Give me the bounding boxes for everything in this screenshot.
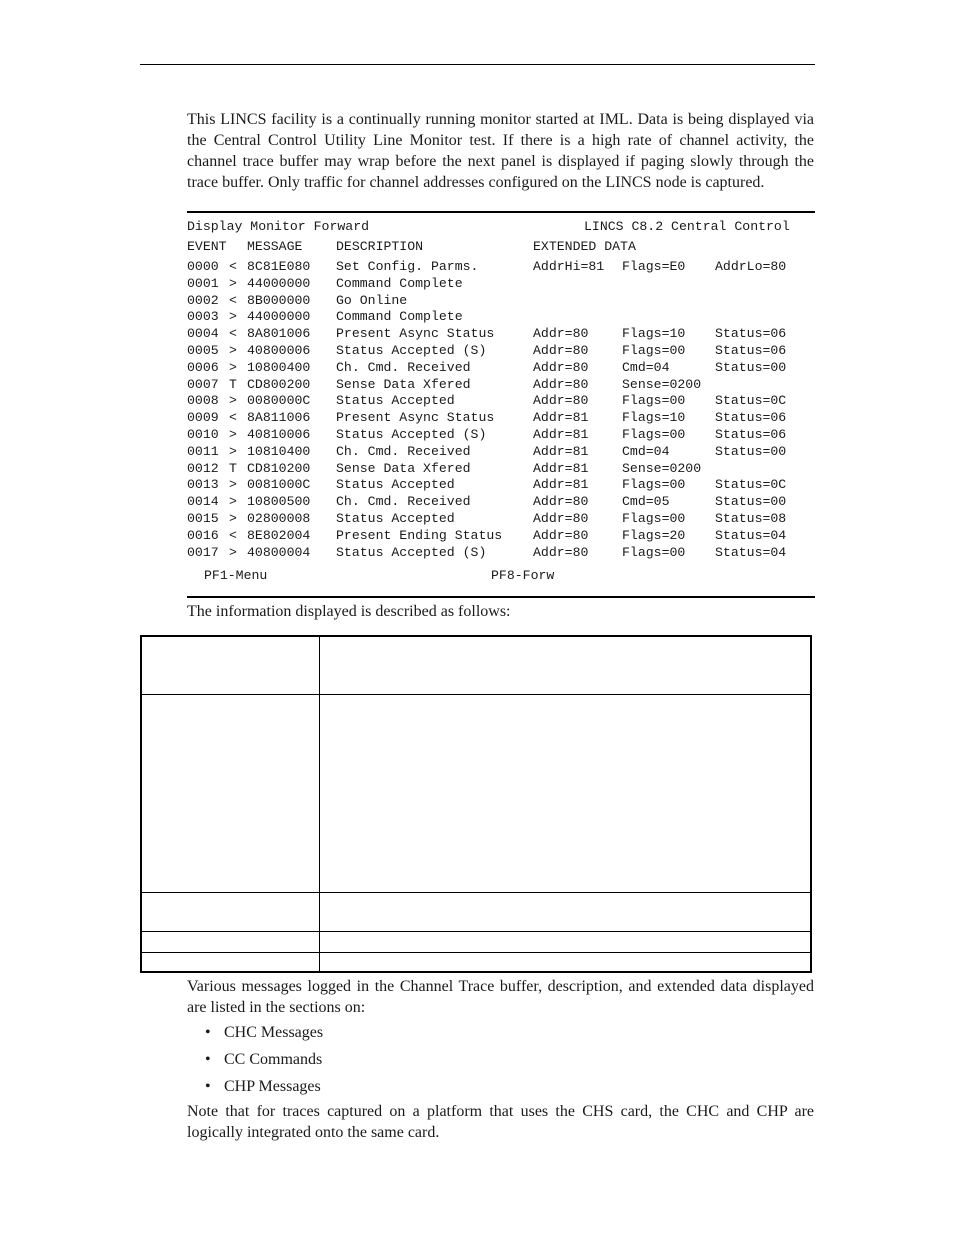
table-row — [141, 952, 811, 972]
row-direction: > — [229, 275, 237, 291]
row-extended-2: Flags=00 — [622, 393, 686, 409]
row-description: Present Async Status — [336, 326, 495, 342]
row-event: 0011 — [187, 443, 219, 459]
row-description: Command Complete — [336, 309, 463, 325]
row-message: 0080000C — [247, 393, 311, 409]
row-description: Status Accepted (S) — [336, 427, 487, 442]
table-cell — [320, 952, 812, 972]
row-event: 0010 — [187, 427, 219, 442]
row-direction: > — [229, 511, 237, 526]
row-extended-1: Addr=81 — [533, 477, 589, 493]
header-extended-data: EXTENDED DATA — [533, 239, 636, 254]
row-extended-2: Flags=00 — [622, 477, 686, 493]
row-extended-1: Addr=80 — [533, 511, 589, 526]
row-extended-2: Flags=00 — [622, 343, 686, 358]
row-direction: > — [229, 477, 237, 493]
row-extended-1: Addr=80 — [533, 393, 589, 409]
header-event: EVENT — [187, 239, 227, 254]
section-list — [205, 1022, 323, 1103]
row-direction: > — [229, 359, 237, 375]
row-extended-1: AddrHi=81 — [533, 259, 605, 274]
row-event: 0005 — [187, 343, 219, 358]
row-extended-2: Flags=10 — [622, 410, 686, 426]
table-cell — [141, 952, 320, 972]
row-event: 0006 — [187, 359, 219, 375]
row-extended-3: Status=0C — [715, 477, 787, 493]
row-message: 40810006 — [247, 427, 311, 442]
row-event: 0015 — [187, 511, 219, 526]
table-row — [141, 694, 811, 892]
row-event: 0001 — [187, 275, 219, 291]
pf1-menu-key[interactable]: PF1-Menu — [204, 568, 268, 583]
header-message: MESSAGE — [247, 239, 303, 254]
row-extended-2: Cmd=04 — [622, 359, 670, 375]
table-cell — [141, 931, 320, 952]
row-direction: > — [229, 309, 237, 325]
row-description: Ch. Cmd. Received — [336, 494, 471, 510]
row-extended-1: Addr=80 — [533, 326, 589, 342]
row-extended-1: Addr=81 — [533, 460, 589, 476]
row-direction: T — [229, 376, 237, 392]
row-description: Command Complete — [336, 275, 463, 291]
note-paragraph: Note that for traces captured on a platform that uses the CHS card, the CHC and CHP are logically integrated onto the same card. — [187, 1103, 814, 1141]
row-extended-3: Status=00 — [715, 494, 787, 510]
row-message: 02800008 — [247, 511, 311, 526]
row-message: CD800200 — [247, 376, 311, 392]
screen-title: Display Monitor Forward — [187, 219, 370, 234]
info-intro: The information displayed is described as follows: — [187, 603, 511, 620]
row-event: 0017 — [187, 544, 219, 560]
row-extended-2: Flags=E0 — [622, 259, 686, 274]
row-extended-2: Cmd=04 — [622, 443, 670, 459]
row-description: Set Config. Parms. — [336, 259, 479, 274]
table-cell — [320, 694, 812, 892]
bullet-icon: • — [205, 1024, 211, 1041]
row-message: 40800004 — [247, 544, 311, 560]
row-extended-3: Status=0C — [715, 393, 787, 409]
list-item-label: CHC Messages — [224, 1024, 324, 1041]
table-row — [141, 892, 811, 931]
row-description: Status Accepted — [336, 393, 455, 409]
row-extended-2: Flags=00 — [622, 511, 686, 526]
row-event: 0012 — [187, 460, 219, 476]
row-extended-1: Addr=81 — [533, 410, 589, 426]
row-extended-3: AddrLo=80 — [715, 259, 787, 274]
table-cell — [320, 892, 812, 931]
list-item-label: CC Commands — [224, 1051, 323, 1068]
row-message: CD810200 — [247, 460, 311, 476]
row-event: 0008 — [187, 393, 219, 409]
row-extended-3: Status=06 — [715, 326, 787, 342]
list-item — [205, 1076, 323, 1103]
list-item-label: CHP Messages — [224, 1078, 321, 1095]
row-message: 40800006 — [247, 343, 311, 358]
table-cell — [141, 694, 320, 892]
bullet-icon: • — [205, 1078, 211, 1095]
row-extended-1: Addr=80 — [533, 494, 589, 510]
row-direction: > — [229, 494, 237, 510]
row-event: 0002 — [187, 292, 219, 308]
row-extended-1: Addr=80 — [533, 376, 589, 392]
row-message: 8A801006 — [247, 326, 311, 342]
list-item — [205, 1022, 323, 1049]
row-message: 10810400 — [247, 443, 311, 459]
row-event: 0003 — [187, 309, 219, 325]
row-description: Sense Data Xfered — [336, 376, 471, 392]
table-row — [141, 931, 811, 952]
screen-system-name: LINCS C8.2 Central Control — [584, 219, 790, 234]
row-message: 8A811006 — [247, 410, 311, 426]
row-description: Present Ending Status — [336, 527, 503, 543]
row-event: 0009 — [187, 410, 219, 426]
row-description: Ch. Cmd. Received — [336, 443, 471, 459]
header-description: DESCRIPTION — [336, 239, 424, 254]
row-extended-3: Status=06 — [715, 410, 787, 426]
table-cell — [320, 636, 812, 694]
row-direction: > — [229, 427, 237, 442]
row-description: Status Accepted — [336, 511, 455, 526]
pf8-forward-key[interactable]: PF8-Forw — [491, 568, 555, 583]
row-direction: < — [229, 292, 237, 308]
row-description: Status Accepted (S) — [336, 343, 487, 358]
row-direction: > — [229, 544, 237, 560]
row-message: 44000000 — [247, 309, 311, 325]
row-event: 0004 — [187, 326, 219, 342]
row-extended-2: Flags=20 — [622, 527, 686, 543]
intro-paragraph: This LINCS facility is a continually running monitor started at IML. Data is being displayed via the Central Control Utility Line Monitor test. If there is a high rate of channel activity, the channel trace buffer may wrap before the next panel is displayed if paging slowly through the trace buffer. Only traffic for channel addresses configured on the LINCS node is captured. — [187, 111, 814, 191]
row-event: 0000 — [187, 259, 219, 274]
row-extended-2: Sense=0200 — [622, 460, 702, 476]
row-direction: < — [229, 410, 237, 426]
row-extended-1: Addr=80 — [533, 527, 589, 543]
row-message: 10800500 — [247, 494, 311, 510]
row-event: 0016 — [187, 527, 219, 543]
row-event: 0013 — [187, 477, 219, 493]
row-event: 0014 — [187, 494, 219, 510]
monitor-screen — [187, 211, 815, 598]
row-description: Present Async Status — [336, 410, 495, 426]
table-cell — [141, 892, 320, 931]
row-description: Go Online — [336, 292, 408, 308]
row-extended-3: Status=04 — [715, 527, 787, 543]
row-event: 0007 — [187, 376, 219, 392]
row-extended-1: Addr=80 — [533, 343, 589, 358]
row-direction: > — [229, 343, 237, 358]
row-extended-3: Status=06 — [715, 427, 787, 442]
row-extended-2: Cmd=05 — [622, 494, 670, 510]
table-row — [141, 636, 811, 694]
row-message: 8B000000 — [247, 292, 311, 308]
row-direction: > — [229, 443, 237, 459]
row-direction: < — [229, 259, 237, 274]
row-description: Sense Data Xfered — [336, 460, 471, 476]
row-extended-1: Addr=80 — [533, 544, 589, 560]
row-extended-3: Status=00 — [715, 359, 787, 375]
row-message: 8C81E080 — [247, 259, 311, 274]
row-direction: T — [229, 460, 237, 476]
row-message: 10800400 — [247, 359, 311, 375]
table-cell — [141, 636, 320, 694]
row-extended-2: Sense=0200 — [622, 376, 702, 392]
row-extended-1: Addr=81 — [533, 427, 589, 442]
list-item — [205, 1049, 323, 1076]
row-description: Status Accepted — [336, 477, 455, 493]
row-extended-3: Status=00 — [715, 443, 787, 459]
row-direction: < — [229, 527, 237, 543]
row-description: Status Accepted (S) — [336, 544, 487, 560]
row-direction: > — [229, 393, 237, 409]
row-extended-1: Addr=81 — [533, 443, 589, 459]
row-extended-1: Addr=80 — [533, 359, 589, 375]
row-message: 44000000 — [247, 275, 311, 291]
row-extended-2: Flags=00 — [622, 544, 686, 560]
row-extended-2: Flags=00 — [622, 427, 686, 442]
row-direction: < — [229, 326, 237, 342]
row-description: Ch. Cmd. Received — [336, 359, 471, 375]
row-extended-3: Status=08 — [715, 511, 787, 526]
after-table-paragraph: Various messages logged in the Channel Trace buffer, description, and extended data displayed are listed in the sections on: — [187, 978, 814, 1016]
row-extended-3: Status=06 — [715, 343, 787, 358]
row-extended-3: Status=04 — [715, 544, 787, 560]
description-table — [140, 635, 812, 973]
table-cell — [320, 931, 812, 952]
bullet-icon: • — [205, 1051, 211, 1068]
row-extended-2: Flags=10 — [622, 326, 686, 342]
row-message: 8E802004 — [247, 527, 311, 543]
header-rule — [140, 64, 815, 65]
row-message: 0081000C — [247, 477, 311, 493]
